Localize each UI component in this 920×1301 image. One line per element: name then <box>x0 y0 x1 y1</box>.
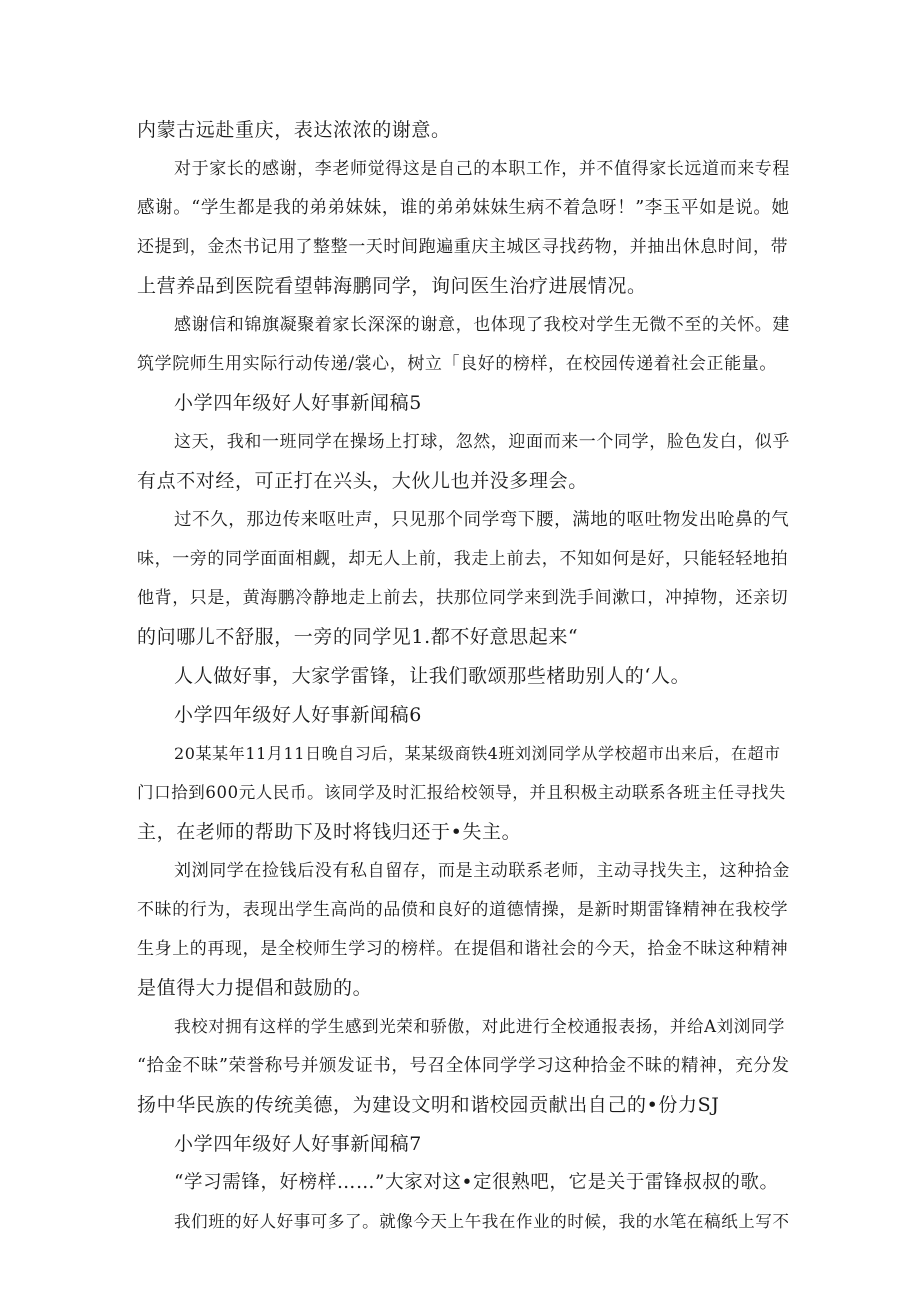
paragraph-line: “拾金不昧”荣誉称号并颁发证书，号召全体同学学习这种拾金不昧的精神，充分发 <box>137 1056 790 1076</box>
paragraph-line: 我们班的好人好事可多了。就像今天上午我在作业的时候，我的水笔在稿纸上写不 <box>174 1212 790 1231</box>
paragraph-line: 味，一旁的同学面面相觑，却无人上前，我走上前去，不知如何是好，只能轻轻地拍 <box>137 549 789 569</box>
paragraph-line: 对于家长的感谢，李老师觉得这是自己的本职工作，并不值得家长远道而来专程 <box>174 159 790 179</box>
paragraph-line: 生身上的再现，是全校师生学习的榜样。在提倡和谐社会的今天，拾金不昧这种精神 <box>137 939 789 959</box>
section-heading: 小学四年级好人好事新闻稿7 <box>174 1133 422 1155</box>
paragraph-line: 人人做好事，大家学雷锋，让我们歌颂那些楮助别人的‘人。 <box>174 665 691 687</box>
paragraph-line: 感谢信和锦旗凝聚着家长深深的谢意，也体现了我校对学生无微不至的关怀。建 <box>174 315 790 335</box>
paragraph-line: 筑学院师生用实际行动传递/裳心，树立「良好的榜样，在校园传递着社会正能量。 <box>137 354 777 374</box>
paragraph-line: 过不久，那边传来呕吐声，只见那个同学弯下腰，满地的呕吐物发出呛鼻的气 <box>174 510 790 530</box>
paragraph-line: 主，在老师的帮助下及时将钱归还于•失主。 <box>137 821 522 843</box>
section-heading: 小学四年级好人好事新闻稿5 <box>174 392 422 414</box>
paragraph-line: 的问哪儿不舒服，一旁的同学见1.都不好意思起来“ <box>137 626 579 648</box>
paragraph-line: 内蒙古远赴重庆，表达浓浓的谢意。 <box>137 119 451 141</box>
paragraph-line: 刘浏同学在捡钱后没有私自留存，而是主动联系老师，主动寻找失主，这种拾金 <box>174 861 790 881</box>
paragraph-line: 门口拾到600元人民币。该同学及时汇报给校领导，并且积极主动联系各班主任寻找失 <box>137 783 786 802</box>
paragraph-line: 有点不对经，可正打在兴头，大伙儿也并没多理会。 <box>137 470 588 492</box>
paragraph-line: 我校对拥有这样的学生感到光荣和骄傲，对此进行全校通报表扬，并给A刘浏同学 <box>174 1017 786 1036</box>
paragraph-line: 是值得大力提倡和鼓励的。 <box>137 977 373 999</box>
paragraph-line: 扬中华民族的传统美德，为建设文明和谐校园贡献出自己的•份力SJ <box>137 1094 720 1116</box>
paragraph-line: 这天，我和一班同学在操场上打球，忽然，迎面而来一个同学，脸色发白，似乎 <box>174 432 790 452</box>
paragraph-line: 还提到，金杰书记用了整整一天时间跑遍重庆主城区寻找药物，并抽出休息时间，带 <box>137 237 789 257</box>
paragraph-line: 感谢。“学生都是我的弟弟妹妹，谁的弟弟妹妹生病不着急呀！”李玉平如是说。她 <box>137 198 790 218</box>
paragraph-line: 20某某年11月11日晚自习后，某某级商铁4班刘浏同学从学校超市出来后，在超市 <box>174 744 781 763</box>
paragraph-line: 上营养品到医院看望韩海鹏同学，询问医生治疗进展情况。 <box>137 275 647 297</box>
paragraph-line: “学习需锋，好榜样……”大家对这•定很熟吧，它是关于雷锋叔叔的歌。 <box>174 1172 779 1193</box>
paragraph-line: 不昧的行为，表现出学生高尚的品偾和良好的道德情操，是新时期雷锋精神在我校学 <box>137 900 789 920</box>
section-heading: 小学四年级好人好事新闻稿6 <box>174 704 422 726</box>
paragraph-line: 他背，只是，黄海鹏冷静地走上前去，扶那位同学来到洗手间漱口，冲掉物，还亲切 <box>137 588 789 608</box>
